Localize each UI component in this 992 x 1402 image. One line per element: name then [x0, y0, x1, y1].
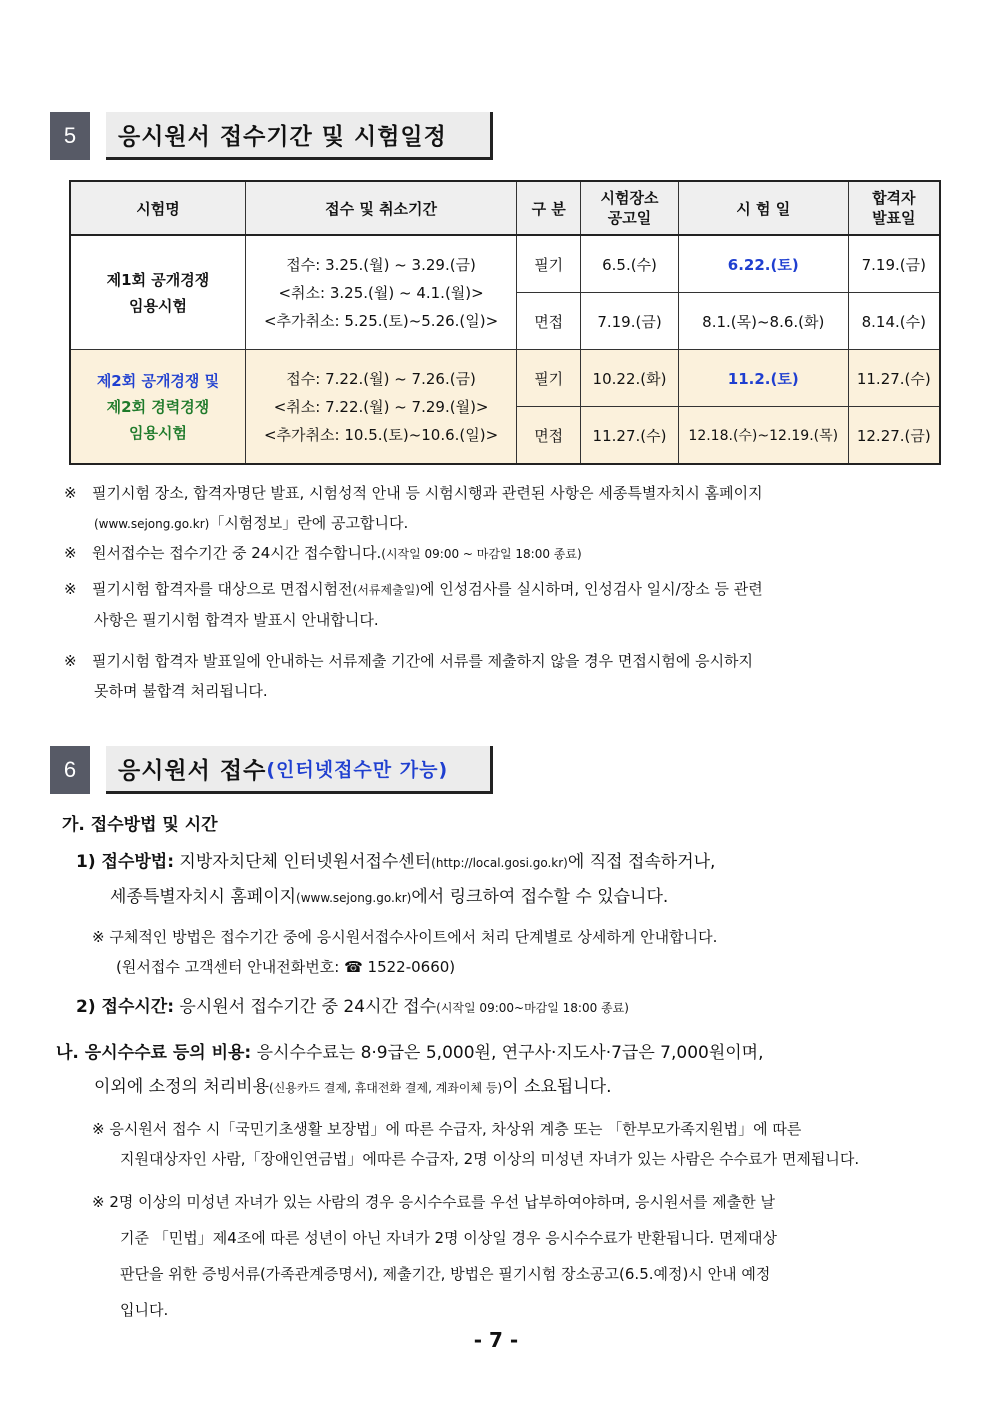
period-line: <취소: 7.22.(월) ~ 7.29.(월)> [273, 397, 489, 416]
header-cell: 시 험 일 [678, 181, 848, 235]
exam-date-cell: 8.1.(목)~8.6.(화) [678, 293, 848, 350]
note-small: (서류제출일) [352, 583, 420, 597]
notice-cell: 6.5.(수) [581, 235, 679, 293]
item-small: (시작일 09:00~마감일 18:00 종료) [436, 1001, 629, 1015]
item-label: 2) 접수시간: [76, 997, 175, 1017]
exam-date-cell: 12.18.(수)~12.19.(목) [678, 407, 848, 465]
exam-name-line: 임용시험 [128, 423, 187, 442]
note-text: 필기시험 장소, 합격자명단 발표, 시험성적 안내 등 시험시행과 관련된 사항은 세종특별자치시 홈페이지 [92, 484, 763, 502]
table-header-row [70, 181, 940, 235]
page-number: - 7 - [473, 1328, 519, 1352]
period-line: <추가취소: 5.25.(토)~5.26.(일)> [263, 311, 499, 330]
item-text: 응시수수료는 8·9급은 5,000원, 연구사·지도사·7급은 7,000원이며, [256, 1043, 764, 1063]
section-title [106, 746, 493, 794]
note-text: 지원대상자인 사람,「장애인연금법」에따른 수급자, 2명 이상의 미성년 자녀가 있는 사람은 수수료가 면제됩니다. [120, 1150, 860, 1168]
note-text: ※ 2명 이상의 미성년 자녀가 있는 사람의 경우 응시수수료를 우선 납부하여야하며, 응시원서를 제출한 날 [92, 1193, 775, 1211]
item-text: 응시원서 접수기간 중 24시간 접수 [179, 997, 437, 1017]
exam-name-line: 제2회 공개경쟁 및 [96, 371, 220, 390]
type-cell: 면접 [517, 407, 581, 465]
fee-note-2 [92, 1184, 947, 1328]
exam-name-line: 임용시험 [128, 296, 187, 315]
header-cell: 합격자 발표일 [848, 181, 940, 235]
period-line: 접수: 7.22.(월) ~ 7.26.(금) [286, 369, 476, 388]
notice-cell: 7.19.(금) [581, 293, 679, 350]
type-cell: 필기 [517, 235, 581, 293]
section-title: 응시원서 접수기간 및 시험일정 [106, 112, 493, 160]
notice-cell: 11.27.(수) [581, 407, 679, 465]
section-number: 6 [50, 746, 90, 794]
item-text: 지방자치단체 인터넷원서접수센터 [179, 852, 432, 872]
item-label: 1) 접수방법: [76, 852, 175, 872]
note-4 [64, 646, 944, 706]
result-cell: 8.14.(수) [848, 293, 940, 350]
section-6-header [50, 746, 493, 794]
helpline: (원서접수 고객센터 안내전화번호: ☎ 1522-0660) [116, 958, 456, 976]
type-cell: 필기 [517, 350, 581, 407]
note-text: 필기시험 합격자를 대상으로 면접시험전 [92, 580, 353, 598]
exam-name-line: 제2회 경력경쟁 [106, 397, 210, 416]
section-number: 5 [50, 112, 90, 160]
period-line: <취소: 3.25.(월) ~ 4.1.(월)> [278, 283, 484, 302]
note-text: 기준 「민법」제4조에 따른 성년이 아닌 자녀가 2명 이상일 경우 응시수수료가 반환됩니다. 면제대상 [120, 1229, 777, 1247]
method-note [92, 922, 942, 982]
period-line: 접수: 3.25.(월) ~ 3.29.(금) [286, 255, 476, 274]
type-cell: 면접 [517, 293, 581, 350]
table-row [70, 350, 940, 407]
exam-date-cell: 6.22.(토) [678, 235, 848, 293]
result-cell: 11.27.(수) [848, 350, 940, 407]
sub-heading-ga: 가. 접수방법 및 시간 [62, 815, 218, 835]
item-text: 세종특별자치시 홈페이지 [110, 887, 297, 907]
header-cell: 시험명 [70, 181, 245, 235]
note-text: 「시험정보」란에 공고합니다. [209, 514, 409, 532]
note-mark: ※ [64, 484, 77, 502]
note-1 [64, 478, 944, 539]
note-text: ※ 응시원서 접수 시「국민기초생활 보장법」에 따른 수급자, 차상위 계층 또는 「한부모가족지원법」에 따른 [92, 1120, 802, 1138]
item-url: (www.sejong.go.kr) [296, 891, 412, 905]
note-url: (www.sejong.go.kr) [94, 517, 210, 531]
item-text: 이외에 소정의 처리비용 [94, 1077, 270, 1097]
period-cell [245, 350, 516, 465]
result-cell: 7.19.(금) [848, 235, 940, 293]
note-text: 입니다. [120, 1301, 169, 1319]
period-line: <추가취소: 10.5.(토)~10.6.(일)> [263, 425, 499, 444]
exam-name-cell [70, 235, 245, 350]
item-text: 에 직접 접속하거나, [567, 852, 716, 872]
note-text: 필기시험 합격자 발표일에 안내하는 서류제출 기간에 서류를 제출하지 않을 경우 면접시험에 응시하지 [92, 652, 754, 670]
exam-name-line: 제1회 공개경쟁 [106, 270, 210, 289]
table-row [70, 235, 940, 293]
method-item [76, 845, 946, 915]
item-text: 이 소요됩니다. [502, 1077, 612, 1097]
note-2 [64, 538, 944, 569]
period-cell [245, 235, 516, 350]
notice-cell: 10.22.(화) [581, 350, 679, 407]
note-3 [64, 574, 944, 635]
note-mark: ※ [64, 580, 77, 598]
note-text: 판단을 위한 증빙서류(가족관계증명서), 제출기간, 방법은 필기시험 장소공고(6.5.예정)시 안내 예정 [120, 1265, 771, 1283]
fee-note-1 [92, 1114, 947, 1174]
item-text: 에서 링크하여 접수할 수 있습니다. [411, 887, 669, 907]
note-mark: ※ [64, 652, 77, 670]
header-cell: 시험장소 공고일 [581, 181, 679, 235]
note-mark: ※ [64, 544, 77, 562]
header-cell: 구 분 [517, 181, 581, 235]
item-small: (신용카드 결제, 휴대전화 결제, 계좌이체 등) [269, 1081, 503, 1095]
section-title-sub: (인터넷접수만 가능) [266, 759, 449, 781]
note-text: 못하며 불합격 처리됩니다. [94, 682, 268, 700]
exam-date-cell: 11.2.(토) [678, 350, 848, 407]
note-text: 에 인성검사를 실시하며, 인성검사 일시/장소 등 관련 [419, 580, 763, 598]
result-cell: 12.27.(금) [848, 407, 940, 465]
item-label: 나. 응시수수료 등의 비용: [56, 1043, 252, 1063]
time-item [76, 990, 629, 1025]
note-text: 사항은 필기시험 합격자 발표시 안내합니다. [94, 611, 379, 629]
header-cell: 접수 및 취소기간 [245, 181, 516, 235]
note-text: ※ 구체적인 방법은 접수기간 중에 응시원서접수사이트에서 처리 단계별로 상세하게 안내합니다. [92, 928, 718, 946]
section-title-main: 응시원서 접수 [118, 758, 267, 784]
note-small: (시작일 09:00 ~ 마감일 18:00 종료) [381, 547, 582, 561]
exam-schedule-table [69, 180, 941, 465]
exam-name-cell [70, 350, 245, 465]
note-text: 원서접수는 접수기간 중 24시간 접수합니다. [92, 544, 382, 562]
fee-item [56, 1036, 946, 1105]
section-5-header [50, 112, 493, 160]
item-url: (http://local.gosi.go.kr) [431, 856, 568, 870]
